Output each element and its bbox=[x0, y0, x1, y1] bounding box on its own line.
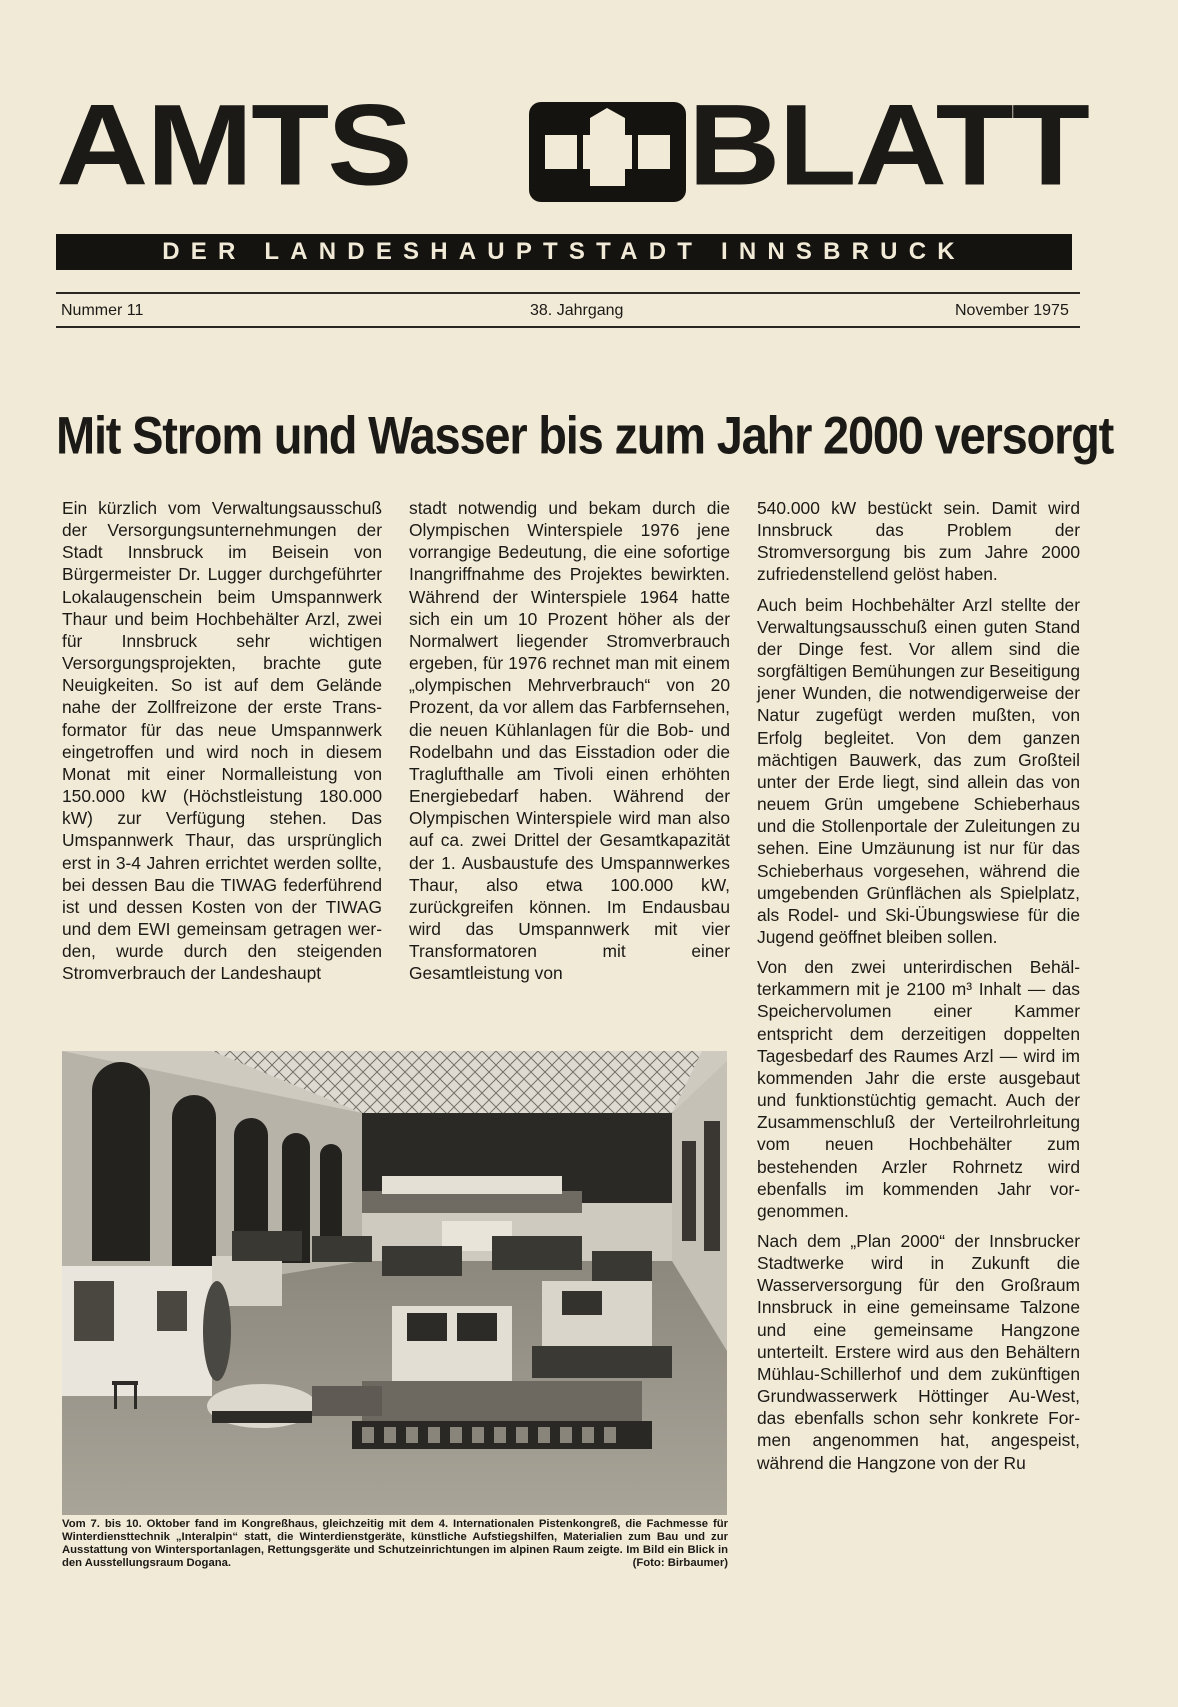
bottom-rule bbox=[56, 326, 1080, 328]
issue-number: Nummer 11 bbox=[61, 302, 144, 319]
photo-credit: (Foto: Birbaumer) bbox=[632, 1557, 728, 1569]
top-rule bbox=[56, 292, 1080, 294]
article-paragraph: Ein kürzlich vom Verwaltungsausschuß der Versorgungsunternehmungen der Stadt Innsbruck im Beisein von Bürgermeister Dr. Lugger durchgeführter Lokalaugenschein beim Umspannwerk Thaur und beim Hochbehälter Arzl, zwei für Innsbruck sehr wichtigen Versorgungsprojekten, brachte gute Neuigkeiten. So ist auf dem Gelände nahe der Zollfreizone der erste Transformator für das neue Umspannwerk eingetroffen und wird noch in diesem Monat mit einer Normalleistung von 150.000 kW (Höchstleistung 180.000 kW) zur Verfügung stehen. Das Umspannwerk Thaur, das ursprünglich erst in 3-4 Jahren errichtet werden sollte, bei dessen Bau die TIWAG federführend ist und dessen Kosten von der TIWAG und dem EWI gemeinsam getragen werden, wurde durch den steigenden Stromverbrauch der Landeshaupt bbox=[62, 498, 382, 984]
masthead bbox=[56, 80, 1088, 212]
article-paragraph: stadt notwendig und bekam durch die Olympischen Winterspiele 1976 jene vorrangige Bedeutung, die eine sofortige Inangriffnahme des Projektes bewirkten. Während der Winterspiele 1964 hatte sich ein um 10 Prozent höher als der Normalwert liegender Stromverbrauch ergeben, für 1976 rechnet man mit einem „olympischen Mehrverbrauch“ von 20 Prozent, da vor allem das Farbfernsehen, die neuen Kühlanlagen für die Bob- und Rodelbahn und das Eisstadion oder die Traglufthalle am Tivoli einen erhöhten Energiebedarf haben. Während der Olympischen Winterspiele wird man also auf ca. zwei Drittel der Gesamtkapazität der 1. Ausbaustufe des Umspannwerkes Thaur, also etwa 100.000 kW, zurückgreifen können. Im Endausbau wird das Umspannwerk mit vier Transformatoren mit einer Gesamtleistung von bbox=[409, 498, 730, 984]
masthead-title-right: BLATT bbox=[688, 80, 1088, 210]
article-paragraph: Von den zwei unterirdischen Behälterkammern mit je 2100 m³ Inhalt — das Speichervolumen einer Kammer entspricht dem derzeitigen doppelten Tagesbedarf des Raumes Arzl — wird im kommenden Jahr die erste ausgebaut und funktionstüchtig gemacht. Auch der Zusammenschluß der Verteilrohrleitung vom neuen Hochbehälter zum bestehenden Arzler Rohrnetz wird ebenfalls im kommenden Jahr vorgenommen. bbox=[757, 957, 1080, 1221]
issue-date: November 1975 bbox=[955, 302, 1069, 319]
article-paragraph: Nach dem „Plan 2000“ der Innsbrucker Stadtwerke wird in Zukunft die Wasserversorgung für den Großraum Innsbruck in eine gemeinsame Talzone und eine gemeinsame Hangzone unterteilt. Erstere wird aus den Behältern Mühlau-Schillerhof und dem zukünftigen Grundwasserwerk Höttinger Au-West, das ebenfalls schon sehr konkrete Formen angenommen hat, angespeist, während die Hangzone von der Ru bbox=[757, 1231, 1080, 1473]
masthead-title-left: AMTS bbox=[56, 80, 411, 210]
article-column-3 bbox=[757, 497, 1080, 1597]
masthead-subtitle: DER LANDESHAUPTSTADT INNSBRUCK bbox=[56, 234, 1072, 270]
article-column-2 bbox=[409, 497, 730, 1033]
article-paragraph: 540.000 kW bestückt sein. Damit wird Innsbruck das Problem der Stromversorgung bis zum Jahre 2000 zufriedenstellend gelöst haben. bbox=[757, 498, 1080, 585]
exhibition-hall-photo bbox=[62, 1051, 727, 1515]
caption-text: Vom 7. bis 10. Oktober fand im Kongreßhaus, gleichzeitig mit dem 4. Internationalen Pistenkongreß, die Fachmesse für Winterdiensttechnik „Interalpin“ statt, die Winterdienstgeräte, künstliche Aufstiegshilfen, Materialien zum Bau und zur Ausstattung von Wintersportanlagen, Rettungsgeräte und Schutzeinrichtungen im alpinen Raum zeigte. Im Bild ein Blick in den Ausstellungsraum Dogana. bbox=[62, 1518, 728, 1569]
issue-volume: 38. Jahrgang bbox=[530, 302, 624, 319]
innsbruck-bridge-emblem-icon bbox=[529, 102, 686, 202]
article-column-1 bbox=[62, 497, 382, 1033]
article-headline: Mit Strom und Wasser bis zum Jahr 2000 versorgt bbox=[56, 405, 1114, 465]
photo-caption bbox=[62, 1518, 728, 1570]
article-paragraph: Auch beim Hochbehälter Arzl stellte der Verwaltungsausschuß einen guten Stand der Dinge fest. Vor allem sind die sorgfältigen Bemühungen zur Beseitigung jener Wunden, die notwendigerweise der Natur zugefügt werden mußten, von Erfolg begleitet. Von dem ganzen mächtigen Bauwerk, das zum Großteil unter der Erde liegt, sind allein das von neuem Grün umgebene Schieberhaus und die Stollenportale der Zuleitungen zu sehen. Eine Umzäunung ist nur für das Schieberhaus vorgesehen, während die umgebenden Grünflächen als Spielplatz, als Rodel- und Ski-Übungswiese für die Jugend geöffnet bleiben sollen. bbox=[757, 594, 1080, 947]
